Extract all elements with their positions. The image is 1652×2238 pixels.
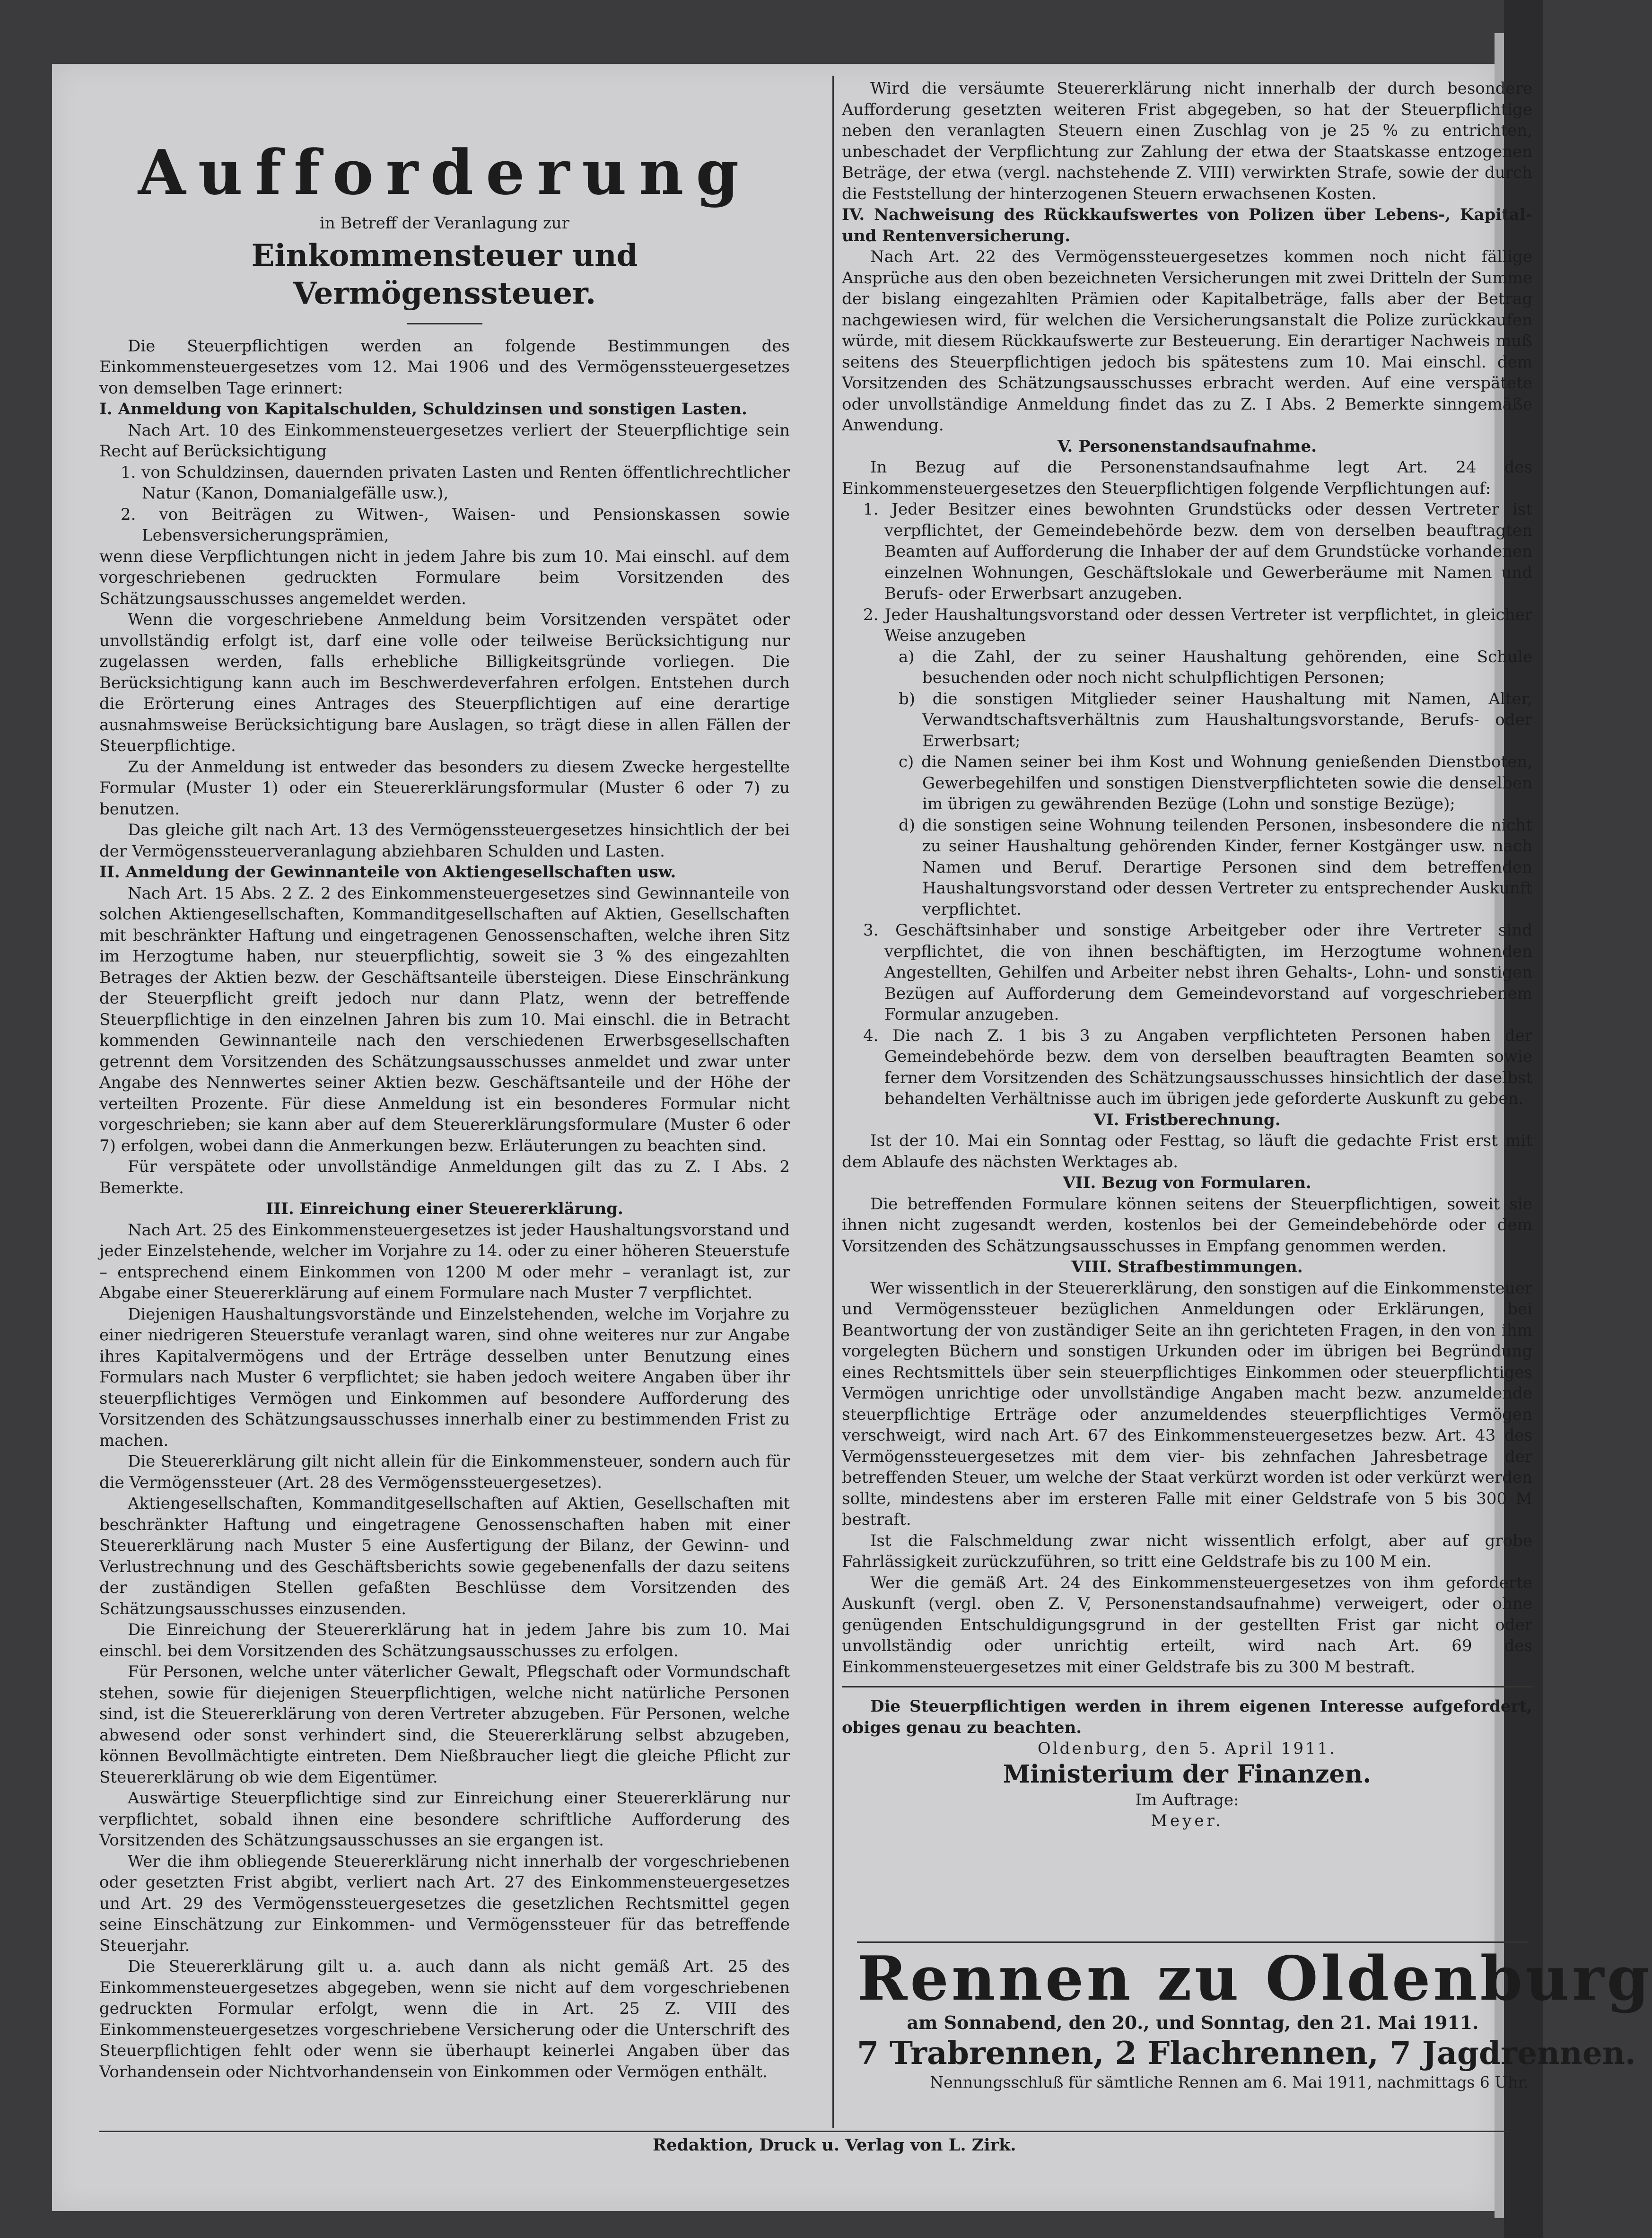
sub-item: a) die Zahl, der zu seiner Haushaltung gehörenden, eine Schule besuchenden oder noch nicht schulpflichtigen Personen; (899, 647, 1532, 687)
on-behalf: Im Auftrage: (1135, 1790, 1239, 1810)
section-heading: VIII. Strafbestimmungen. (1071, 1258, 1303, 1276)
sub-item: c) die Namen seiner bei ihm Kost und Wohnung genießenden Dienstboten, Gewerbegehilfen und sonstigen Dienstverpflichteten sowie die denselben im übrigen zu gewährenden Bezüge (Lohn und sonstige Bezüge); (899, 752, 1532, 813)
ad-note: Nennungsschluß für sämtliche Rennen am 6. Mai 1911, nachmittags 6 Uhr. (930, 2073, 1529, 2091)
paragraph: Die Einreichung der Steuererklärung hat in jedem Jahre bis zum 10. Mai einschl. bei dem Vorsitzenden des Schätzungsausschusses zu erfolgen. (99, 1620, 790, 1661)
page-title: Aufforderung (138, 136, 752, 209)
paragraph: wenn diese Verpflichtungen nicht in jedem Jahre bis zum 10. Mai einschl. auf dem vorgeschriebenen gedruckten Formulare beim Vorsitzenden des Schätzungsausschusses angemeldet werden. (99, 547, 790, 608)
section-heading: I. Anmeldung von Kapitalschulden, Schuldzinsen und sonstigen Lasten. (99, 400, 747, 419)
list-item: 2. Jeder Haushaltungsvorstand oder dessen Vertreter ist verpflichtet, in gleicher Weise anzugeben (863, 605, 1532, 645)
paragraph: Wer die gemäß Art. 24 des Einkommensteuergesetzes von ihm geforderte Auskunft (vergl. oben Z. V, Personenstandsaufnahme) verweigert, oder ohne genügenden Entschuldigungsgrund in der gestellten Frist gar nicht oder unvollständig oder unrichtig erteilt, wird nach Art. 69 des Einkommensteuergesetzes mit einer Geldstrafe bis zu 300 M bestraft. (842, 1573, 1532, 1677)
paragraph: Nach Art. 15 Abs. 2 Z. 2 des Einkommensteuergesetzes sind Gewinnanteile von solchen Aktiengesellschaften, Kommanditgesellschaften auf Aktien, Gesellschaften mit beschränkter Haftung und eingetragenen Genossenschaften, welche ihren Sitz im Herzogtume haben, nur steuerpflichtig, soweit sie 3 % des eingezahlten Betrages der Aktien bezw. der Geschäftsanteile übersteigen. Diese Einschränkung der Steuerpflicht greift jedoch nur dann Platz, wenn der betreffende Steuerpflichtige in den einzelnen Jahren bis zum 10. Mai einschl. die in Betracht kommenden Gewinnanteile nach den verschiedenen Erwerbsgesellschaften getrennt dem Vorsitzenden des Schätzungsausschusses anmeldet und zwar unter Angabe des Nennwertes seiner Aktien bezw. Geschäftsanteile und der Höhe der verteilten Prozente. Für diese Anmeldung ist ein besonderes Formular nicht vorgeschrieben; sie kann aber auf dem Steuererklärungsformulare (Muster 6 oder 7) erfolgen, wobei dann die Anmerkungen bezw. Erläuterungen zu beachten sind. (99, 883, 790, 1155)
list-item: 2. von Beiträgen zu Witwen-, Waisen- und Pensionskassen sowie Lebensversicherungsprämien, (121, 505, 790, 545)
paragraph: Nach Art. 22 des Vermögenssteuergesetzes kommen noch nicht fällige Ansprüche aus den oben bezeichneten Versicherungen mit zwei Dritteln der Summe der bislang eingezahlten Prämien oder Kapitalbeträge, falls aber der Betrag nachgewiesen wird, für welchen die Versicherungsanstalt die Polize zurückkaufen würde, mit diesem Rückkaufswerte zur Besteuerung. Ein derartiger Nachweis muß seitens des Steuerpflichtigen jedoch bis spätestens zum 10. Mai einschl. dem Vorsitzenden des Schätzungsausschusses erbracht werden. Auf eine verspätete oder unvollständige Anmeldung findet das zu Z. I Abs. 2 Bemerkte sinngemäße Anwendung. (842, 247, 1532, 435)
list-item: 1. Jeder Besitzer eines bewohnten Grundstücks oder dessen Vertreter ist verpflichtet, der Gemeindebehörde bezw. dem von derselben beauftragten Beamten auf Aufforderung die Inhaber der auf dem Grundstücke vorhandenen einzelnen Wohnungen, Geschäftslokale und Gewerberäume mit Namen und Berufs- oder Erwerbsart anzugeben. (863, 500, 1532, 603)
section-heading: IV. Nachweisung des Rückkaufswertes von Polizen über Lebens-, Kapital- und Rentenversicherung. (842, 205, 1532, 245)
section-heading: III. Einreichung einer Steuererklärung. (266, 1199, 623, 1218)
left-column (99, 78, 790, 2082)
paragraph: In Bezug auf die Personenstandsaufnahme legt Art. 24 des Einkommensteuergesetzes den Steuerpflichtigen folgende Verpflichtungen auf: (842, 458, 1532, 498)
advertisement (857, 1941, 1652, 2091)
ministry-name: Ministerium der Finanzen. (1003, 1759, 1372, 1789)
list-item: 1. von Schuldzinsen, dauernden privaten Lasten und Renten öffentlichrechtlicher Natur (Kanon, Domanialgefälle usw.), (121, 463, 790, 503)
paragraph: Diejenigen Haushaltungsvorstände und Einzelstehenden, welche im Vorjahre zu einer niedrigeren Steuerstufe veranlagt waren, sind ohne weiteres nur zur Angabe ihres Kapitalvermögens und der Erträge desselben unter Benutzung eines Formulars nach Muster 6 verpflichtet; sie haben jedoch weitere Angaben über ihr steuerpflichtiges Vermögen und Einkommen auf besondere Aufforderung des Vorsitzenden des Schätzungsausschusses innerhalb einer zu bestimmenden Frist zu machen. (99, 1304, 790, 1450)
paragraph: Wer die ihm obliegende Steuererklärung nicht innerhalb der vorgeschriebenen oder gesetzten Frist abgibt, verliert nach Art. 27 des Einkommensteuergesetzes und Art. 29 des Vermögenssteuergesetzes die gesetzlichen Rechtsmittel gegen seine Einschätzung zur Einkommen- und Vermögenssteuer für das betreffende Steuerjahr. (99, 1852, 790, 1955)
paragraph: Das gleiche gilt nach Art. 13 des Vermögenssteuergesetzes hinsichtlich der bei der Vermögenssteuerveranlagung abziehbaren Schulden und Lasten. (99, 821, 790, 861)
imprint: Redaktion, Druck u. Verlag von L. Zirk. (653, 2135, 1016, 2155)
paragraph: Nach Art. 10 des Einkommensteuergesetzes verliert der Steuerpflichtige sein Recht auf Berücksichtigung (99, 420, 790, 461)
section-heading: VI. Fristberechnung. (1093, 1110, 1281, 1129)
paragraph: Aktiengesellschaften, Kommanditgesellschaften auf Aktien, Gesellschaften mit beschränkter Haftung und eingetragene Genossenschaften haben mit einer Steuererklärung nach Muster 5 eine Ausfertigung der Bilanz, der Gewinn- und Verlustrechnung und des Geschäftsberichts sowie gegebenenfalls der dazu seitens der zuständigen Stellen gefaßten Beschlüsse dem Vorsitzenden des Schätzungsausschusses einzusenden. (99, 1494, 790, 1618)
paragraph: Die Steuererklärung gilt nicht allein für die Einkommensteuer, sondern auch für die Vermögenssteuer (Art. 28 des Vermögenssteuergesetzes). (99, 1452, 790, 1492)
section-heading: II. Anmeldung der Gewinnanteile von Aktiengesellschaften usw. (99, 863, 676, 882)
paragraph: Zu der Anmeldung ist entweder das besonders zu diesem Zwecke hergestellte Formular (Muster 1) oder ein Steuererklärungsformular (Muster 6 oder 7) zu benutzen. (99, 757, 790, 819)
title-rule (407, 323, 482, 324)
signer: Meyer. (1151, 1811, 1224, 1830)
paragraph: Ist die Falschmeldung zwar nicht wissentlich erfolgt, aber auf grobe Fahrlässigkeit zurückzuführen, so tritt eine Geldstrafe bis zu 100 M ein. (842, 1531, 1532, 1571)
paragraph: Wenn die vorgeschriebene Anmeldung beim Vorsitzenden verspätet oder unvollständig erfolgt ist, darf eine volle oder teilweise Berücksichtigung nur zugelassen werden, falls erhebliche Billigkeitsgründe vorliegen. Die Berücksichtigung kann auch im Beschwerdeverfahren erfolgen. Entstehen durch die Erörterung eines Antrages des Steuerpflichtigen auf eine derartige ausnahmsweise Berücksichtigung bare Auslagen, so trägt diese in allen Fällen der Steuerpflichtige. (99, 610, 790, 755)
paragraph: Auswärtige Steuerpflichtige sind zur Einreichung einer Steuererklärung nur verpflichtet, sobald ihnen eine besondere schriftliche Aufforderung des Vorsitzenden des Schätzungsausschusses an sie ergangen ist. (99, 1789, 790, 1850)
place-date: Oldenburg, den 5. April 1911. (1037, 1739, 1337, 1758)
list-item: 3. Geschäftsinhaber und sonstige Arbeitgeber oder ihre Vertreter sind verpflichtet, die von ihnen beschäftigten, im Herzogtume wohnenden Angestellten, Gehilfen und Arbeiter nebst ihren Gehalts-, Lohn- und sonstigen Bezügen auf Aufforderung dem Gemeindevorstand auf vorgeschriebenem Formular anzugeben. (863, 921, 1532, 1024)
paragraph: Die betreffenden Formulare können seitens der Steuerpflichtigen, soweit sie ihnen nicht zugesandt werden, kostenlos bei der Gemeindebehörde oder dem Vorsitzenden des Schätzungsausschusses in Empfang genommen werden. (842, 1194, 1532, 1256)
paragraph: Für verspätete oder unvollständige Anmeldungen gilt das zu Z. I Abs. 2 Bemerkte. (99, 1157, 790, 1198)
sub-item: b) die sonstigen Mitglieder seiner Haushaltung mit Namen, Alter, Verwandtschaftsverhältnis zum Haushaltungsvorstande, Berufs- oder Erwerbsart; (899, 689, 1532, 751)
ad-races: 7 Trabrennen, 2 Flachrennen, 7 Jagdrennen. (857, 2035, 1636, 2072)
bottom-rule (99, 2131, 1509, 2132)
list-item: 4. Die nach Z. 1 bis 3 zu Angaben verpflichteten Personen haben der Gemeindebehörde bezw. dem von derselben beauftragten Beamten sowie ferner dem Vorsitzenden des Schätzungsausschusses hinsichtlich der daselbst behandelten Verhältnisse auch im übrigen jede geforderte Auskunft zu geben. (863, 1026, 1532, 1108)
sub-item: d) die sonstigen seine Wohnung teilenden Personen, insbesondere die nicht zu seiner Haushaltung gehörenden Kinder, ferner Kostgänger usw. nach Namen und Beruf. Derartige Personen sind dem betreffenden Haushaltungsvorstand oder dessen Vertreter zu entsprechender Auskunft verpflichtet. (899, 815, 1532, 919)
left-body (99, 336, 790, 2083)
paragraph: Ist der 10. Mai ein Sonntag oder Festtag, so läuft die gedachte Frist erst mit dem Ablaufe des nächsten Werktages ab. (842, 1131, 1532, 1171)
right-column (842, 78, 1532, 1832)
column-divider (832, 76, 834, 2128)
closing-rule (842, 1686, 1532, 1687)
closing-appeal: Die Steuerpflichtigen werden in ihrem eigenen Interesse aufgefordert, obiges genau zu beachten. (842, 1697, 1532, 1737)
section-heading: VII. Bezug von Formularen. (1063, 1173, 1311, 1192)
page-subject: Einkommensteuer und Vermögenssteuer. (251, 237, 638, 311)
paragraph: Für Personen, welche unter väterlicher Gewalt, Pflegschaft oder Vormundschaft stehen, sowie für diejenigen Steuerpflichtigen, welche nicht natürliche Personen sind, ist die Steuererklärung von deren Vertreter abzugeben. Für Personen, welche abwesend oder sonst verhindert sind, die Steuererklärung selbst abzugeben, können Bevollmächtigte eintreten. Dem Nießbraucher liegt die gleiche Pflicht zur Steuererklärung ob wie dem Eigentümer. (99, 1662, 790, 1787)
right-body (842, 78, 1532, 1678)
paragraph: Wer wissentlich in der Steuererklärung, den sonstigen auf die Einkommensteuer und Vermögenssteuer bezüglichen Anmeldungen oder Erklärungen, bei Beantwortung der von zuständiger Seite an ihn gerichteten Fragen, in den von ihm vorgelegten Büchern und sonstigen Urkunden oder im übrigen bei Begründung eines Rechtsmittels über sein steuerpflichtiges Einkommen oder steuerpflichtiges Vermögen unrichtige oder unvollständige Angaben macht bezw. anzumeldende steuerpflichtige Erträge oder anzumeldendes steuerpflichtiges Vermögen verschweigt, wird nach Art. 67 des Einkommensteuergesetzes bezw. Art. 43 des Vermögenssteuergesetzes mit dem vier- bis zehnfachen Jahresbetrage der betreffenden Steuer, um welche der Staat verkürzt worden ist oder verkürzt werden sollte, mindestens aber im ersteren Falle mit einer Geldstrafe von 5 bis 300 M bestraft. (842, 1278, 1532, 1529)
paragraph: Die Steuererklärung gilt u. a. auch dann als nicht gemäß Art. 25 des Einkommensteuergesetzes abgegeben, wenn sie nicht auf dem vorgeschriebenen gedruckten Formular erfolgt, wenn die in Art. 25 Z. VIII des Einkommensteuergesetzes vorgeschriebene Versicherung oder die Unterschrift des Steuerpflichtigen fehlt oder wenn sie überhaupt keinerlei Angaben über das Vorhandensein oder Nichtvorhandensein von Einkommen oder Vermögen enthält. (99, 1957, 790, 2081)
ad-dates: am Sonnabend, den 20., und Sonntag, den 21. Mai 1911. (907, 2012, 1479, 2033)
section-heading: V. Personenstandsaufnahme. (1057, 437, 1317, 456)
ad-top-rule (857, 1941, 1529, 1943)
page-subtitle: in Betreff der Veranlagung zur (320, 214, 569, 233)
paragraph: Wird die versäumte Steuererklärung nicht innerhalb der durch besondere Aufforderung gesetzten weiteren Frist abgegeben, so hat der Steuerpflichtige neben den veranlagten Steuern einen Zuschlag von je 25 % zu entrichten, unbeschadet der Verpflichtung zur Zahlung der etwa der Staatskasse entzogenen Beträge, der etwa (vergl. nachstehende Z. VIII) verwirkten Strafe, sowie der durch die Feststellung der hinterzogenen Steuern erwachsenen Kosten. (842, 79, 1532, 203)
paragraph: Nach Art. 25 des Einkommensteuergesetzes ist jeder Haushaltungsvorstand und jeder Einzelstehende, welcher im Vorjahre zu 14. oder zu einer höheren Steuerstufe – entsprechend einem Einkommen von 1200 M oder mehr – veranlagt ist, zur Abgabe einer Steuererklärung auf einem Formulare nach Muster 7 verpflichtet. (99, 1220, 790, 1303)
ad-title: Rennen zu Oldenburg (857, 1943, 1652, 2014)
paragraph: Die Steuerpflichtigen werden an folgende Bestimmungen des Einkommensteuergesetzes vom 12. Mai 1906 und des Vermögenssteuergesetzes von demselben Tage erinnert: (99, 336, 790, 398)
